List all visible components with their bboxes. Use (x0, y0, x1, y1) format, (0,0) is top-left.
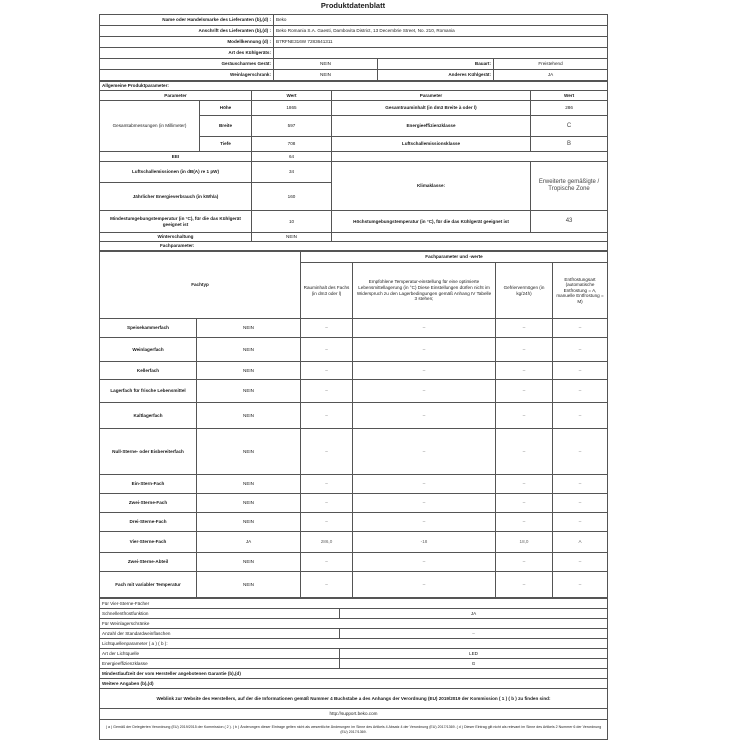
weblink-description: Weblink zur Website des Herstellers, auf der die Informationen gemäß Nummer 4 Buchstabe a des Anhangs der Verordnung (EU) 2019/2019 der Kommission ( 1 ) ( b ) zu finden sind: (100, 689, 608, 709)
annual-energy-label: Jährlicher Energieverbrauch (in kWh/a) (100, 183, 252, 211)
warranty-label: Mindestlaufzeit der vom Hersteller angebotenen Garantie (b),(d) (100, 669, 608, 679)
wine-section-label: Für Weinlagerschränke (100, 619, 608, 629)
param-header-left: Parameter (100, 91, 252, 101)
compartment-row (100, 475, 608, 494)
compartment-freezing-capacity: – (496, 553, 553, 572)
winter-mode-value: NEIN (252, 233, 332, 242)
document-title: Produktdatenblatt (320, 1, 386, 10)
compartment-freezing-capacity: – (496, 380, 553, 403)
compartment-volume: – (301, 380, 353, 403)
wine-cabinet-value: NEIN (274, 70, 378, 81)
max-ambient-temp-label: Höchstumgebungstemperatur (in °C), für die das Kühlgerät geeignet ist (332, 211, 531, 233)
light-type-label: Art der Lichtquelle (100, 649, 340, 659)
compartment-present: NEIN (197, 319, 301, 338)
noise-emission-value: 34 (252, 162, 332, 183)
compartment-temperature: – (353, 338, 496, 362)
compartment-name: Lagerfach für frische Lebensmittel (100, 380, 197, 403)
compartment-row (100, 532, 608, 553)
height-label: Höhe (200, 101, 252, 116)
compartment-freezing-capacity: – (496, 319, 553, 338)
additional-info-label: Weitere Angaben (b),(d) (100, 679, 608, 689)
compartment-defrost: – (553, 429, 608, 475)
freezing-capacity-column-header: Gefriervermögen (in kg/24h) (496, 263, 553, 319)
compartment-freezing-capacity: – (496, 513, 553, 532)
climate-class-label: Klimaklasse: (332, 162, 531, 211)
compartment-name: Drei-Sterne-Fach (100, 513, 197, 532)
compartment-row (100, 513, 608, 532)
four-star-section-label: Für Vier-Sterne-Fächer (100, 599, 608, 609)
compartment-temperature: – (353, 513, 496, 532)
compartment-name: Kaltlagerfach (100, 403, 197, 429)
other-appliance-label: Anderes Kühlgerät: (378, 70, 494, 81)
fast-freeze-value: JA (340, 609, 608, 619)
total-volume-label: Gesamtrauminhalt (in dm3 Breite à oder l) (332, 101, 531, 116)
compartment-name: Kellerfach (100, 362, 197, 380)
compartment-present: NEIN (197, 338, 301, 362)
compartment-row (100, 494, 608, 513)
general-parameters-table (99, 81, 608, 251)
compartment-name: Ein-Stern-Fach (100, 475, 197, 494)
value-header-right: Wert (531, 91, 608, 101)
compartment-defrost: – (553, 513, 608, 532)
min-ambient-temp-value: 10 (252, 211, 332, 233)
design-type-value: Freistehend (494, 59, 608, 70)
temperature-column-header: Empfohlene Temperatur-einstellung für eine optimierte Lebensmittellagerung (in °C) Diese Einstellungen dürfen nicht im Widerspruch zu den Lagerbedingungen gemäß Anhang IV Tabelle 3 stehen; (353, 263, 496, 319)
compartment-name: Weinlagerfach (100, 338, 197, 362)
compartment-volume: – (301, 553, 353, 572)
wine-bottles-value: – (340, 629, 608, 639)
compartment-name: Vier-Sterne-Fach (100, 532, 197, 553)
compartment-temperature: – (353, 475, 496, 494)
compartment-temperature: – (353, 362, 496, 380)
compartment-present: NEIN (197, 403, 301, 429)
compartment-volume: – (301, 403, 353, 429)
appliance-type-value (274, 48, 608, 59)
compartment-group-header: Fachparameter und -werte (301, 252, 608, 263)
compartment-freezing-capacity: – (496, 429, 553, 475)
compartment-row (100, 380, 608, 403)
depth-value: 708 (252, 137, 332, 152)
appliance-type-label: Art des Kühlgeräts: (100, 48, 274, 59)
compartment-defrost: – (553, 494, 608, 513)
compartment-present: NEIN (197, 429, 301, 475)
compartment-temperature: -18 (353, 532, 496, 553)
defrost-column-header: Entfrostungsart (automatische Entfrostung = A, manuelle Entfrostung = M) (553, 263, 608, 319)
compartment-present: NEIN (197, 572, 301, 598)
compartment-temperature: – (353, 572, 496, 598)
model-id-label: Modellkennung (d) : (100, 37, 274, 48)
light-energy-class-label: Energieeffizienzklasse (100, 659, 340, 669)
extras-table (99, 598, 608, 740)
winter-mode-label: Winterschaltung (100, 233, 252, 242)
compartment-freezing-capacity: – (496, 362, 553, 380)
compartment-defrost: – (553, 553, 608, 572)
compartment-volume: – (301, 513, 353, 532)
compartment-present: NEIN (197, 380, 301, 403)
supplier-address-label: Anschrift des Lieferanten (b),(d) : (100, 26, 274, 37)
compartment-row (100, 553, 608, 572)
compartment-present: NEIN (197, 494, 301, 513)
compartment-row (100, 429, 608, 475)
depth-label: Tiefe (200, 137, 252, 152)
compartment-freezing-capacity: – (496, 494, 553, 513)
energy-class-label: Energieeffizienzklasse (332, 116, 531, 137)
wine-cabinet-label: Weinlagerschrank: (100, 70, 274, 81)
compartment-temperature: – (353, 553, 496, 572)
general-section-label: Allgemeine Produktparameter: (100, 82, 608, 91)
compartment-freezing-capacity: – (496, 338, 553, 362)
compartment-rows (100, 319, 608, 598)
compartment-temperature: – (353, 494, 496, 513)
eei-label: EEI (100, 152, 252, 162)
min-ambient-temp-label: Mindestumgebungstemperatur (in °C), für die das Kühlgerät geeignet ist (100, 211, 252, 233)
volume-column-header: Rauminhalt des Fachs (in dm3 oder l) (301, 263, 353, 319)
compartment-row (100, 362, 608, 380)
compartment-volume: – (301, 429, 353, 475)
compartment-defrost: – (553, 403, 608, 429)
energy-class-value: C (531, 116, 608, 137)
design-type-label: Bauart: (378, 59, 494, 70)
compartment-defrost: A (553, 532, 608, 553)
compartment-defrost: – (553, 475, 608, 494)
noise-class-value: B (531, 137, 608, 152)
support-link[interactable]: http://support.beko.com (100, 709, 608, 720)
light-type-value: LED (340, 649, 608, 659)
width-value: 597 (252, 116, 332, 137)
compartment-row (100, 319, 608, 338)
compartment-defrost: – (553, 319, 608, 338)
compartment-defrost: – (553, 572, 608, 598)
low-noise-label: Geräuscharmes Gerät: (100, 59, 274, 70)
compartment-temperature: – (353, 319, 496, 338)
fast-freeze-label: Schnellentfrostfunktion (100, 609, 340, 619)
eei-value: 64 (252, 152, 332, 162)
model-id-value: B7RFNE316W 7283641311 (274, 37, 608, 48)
supplier-table (99, 14, 608, 81)
compartment-volume: – (301, 362, 353, 380)
compartment-volume: – (301, 338, 353, 362)
compartment-volume: – (301, 494, 353, 513)
compartment-name: Speisekammerfach (100, 319, 197, 338)
footnote: ( a ) Gemäß der Delegierten Verordnung (EU) 2019/2015 der Kommission ( 2 ). ( b ) Änderungen dieser Eintrage gelten nicht als wesentliche Änderungen im Sinne des Artikels 4 Absatz 4 der Verordnung (EU) 2017/1369. ( d ) Dieser Eintrag gilt nicht als relevant im Sinne des Artikels 2 Nummer 6 der Verordnung (EU) 2017/1369. (100, 720, 608, 740)
supplier-address-value: Beko Romania S.A. Gaesti, Dambovita District, 13 Decembrie Street, No. 210, Romania (274, 26, 608, 37)
compartment-defrost: – (553, 380, 608, 403)
compartment-freezing-capacity: – (496, 572, 553, 598)
total-volume-value: 286 (531, 101, 608, 116)
height-value: 1865 (252, 101, 332, 116)
compartment-name: Fach mit variabler Temperatur (100, 572, 197, 598)
compartment-type-header: Fachtyp (100, 252, 301, 319)
supplier-name-label: Name oder Handelsmarke des Lieferanten (b),(d) : (100, 15, 274, 26)
compartment-section-label: Fachparameter: (100, 242, 608, 251)
compartment-name: Zwei-Sterne-Fach (100, 494, 197, 513)
compartment-defrost: – (553, 362, 608, 380)
low-noise-value: NEIN (274, 59, 378, 70)
compartment-name: Null-Sterne- oder Eisbereiterfach (100, 429, 197, 475)
compartment-present: JA (197, 532, 301, 553)
compartment-temperature: – (353, 403, 496, 429)
compartment-row (100, 572, 608, 598)
compartment-row (100, 403, 608, 429)
compartment-volume: – (301, 319, 353, 338)
compartment-table (99, 251, 608, 598)
noise-emission-label: Luftschallemissionen (in dB(A) re 1 pW) (100, 162, 252, 183)
compartment-present: NEIN (197, 513, 301, 532)
compartment-volume: – (301, 572, 353, 598)
wine-bottles-label: Anzahl der Standardweinflaschen (100, 629, 340, 639)
light-energy-class-value: G (340, 659, 608, 669)
compartment-name: Zwei-Sterne-Abteil (100, 553, 197, 572)
max-ambient-temp-value: 43 (531, 211, 608, 233)
compartment-freezing-capacity: 18,0 (496, 532, 553, 553)
product-data-sheet (99, 0, 607, 740)
other-appliance-value: JA (494, 70, 608, 81)
width-label: Breite (200, 116, 252, 137)
light-section-label: Lichtquellenparameter ( a ) ( b ): (100, 639, 608, 649)
compartment-defrost: – (553, 338, 608, 362)
annual-energy-value: 160 (252, 183, 332, 211)
noise-class-label: Luftschallemissionsklasse (332, 137, 531, 152)
compartment-temperature: – (353, 380, 496, 403)
compartment-volume: 286,0 (301, 532, 353, 553)
supplier-name-value: Beko (274, 15, 608, 26)
compartment-present: NEIN (197, 475, 301, 494)
dimensions-label: Gesamtabmessungen (in Millimeter) (100, 101, 200, 152)
climate-class-value: Erweiterte gemäßigte / Tropische Zone (531, 162, 608, 211)
compartment-present: NEIN (197, 553, 301, 572)
compartment-volume: – (301, 475, 353, 494)
value-header-left: Wert (252, 91, 332, 101)
compartment-freezing-capacity: – (496, 475, 553, 494)
compartment-row (100, 338, 608, 362)
param-header-right: Parameter (332, 91, 531, 101)
compartment-freezing-capacity: – (496, 403, 553, 429)
compartment-temperature: – (353, 429, 496, 475)
compartment-present: NEIN (197, 362, 301, 380)
